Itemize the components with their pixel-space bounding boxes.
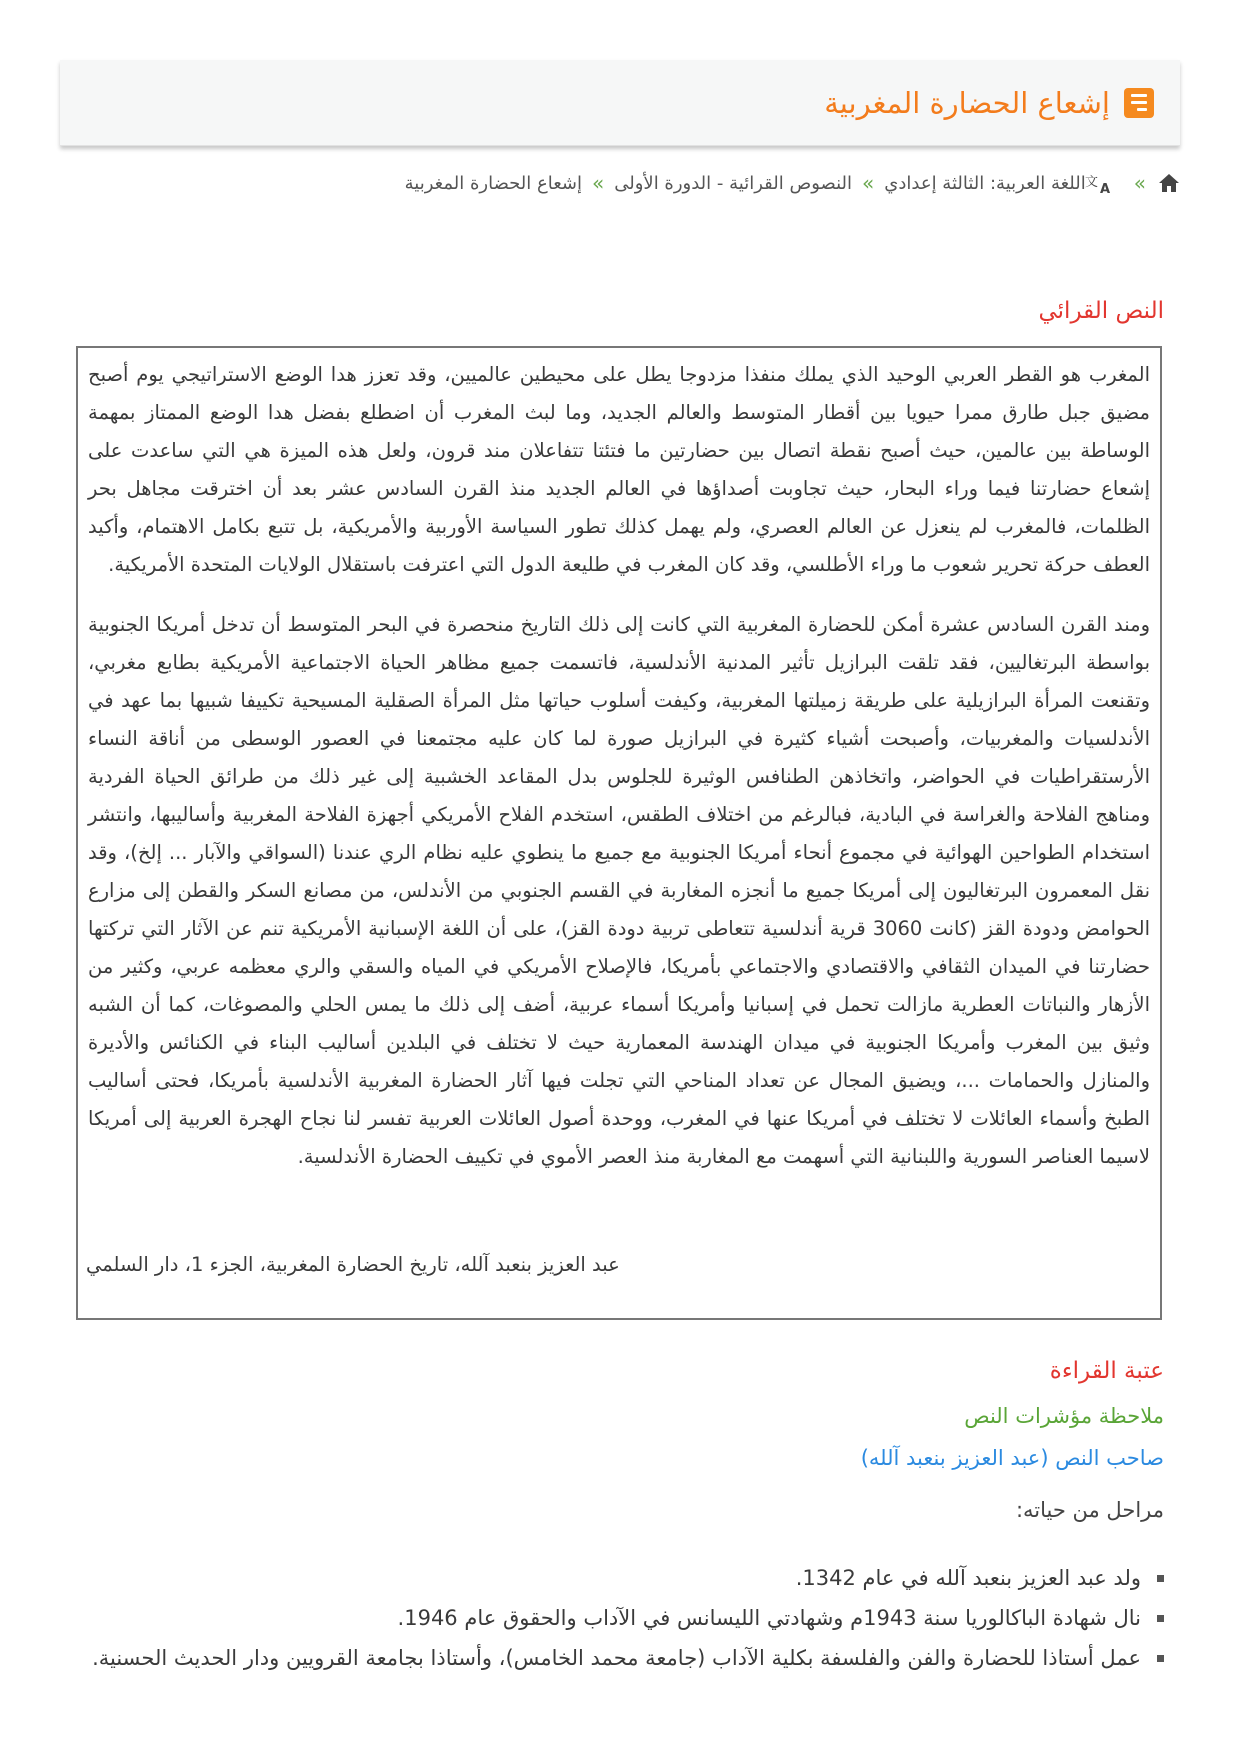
svg-text:A: A [1099,182,1110,197]
bullet-icon [1157,1615,1164,1622]
reading-text-box [76,346,1162,1320]
bullet-icon [1157,1655,1164,1662]
text-paragraph: المغرب هو القطر العربي الوحيد الذي يملك منفذا مزدوجا يطل على محيطين عالميين، وقد تعزز هدا الوضع الاستراتيجي يوم أصبح مضيق جبل طارق ممرا حيويا بين أقطار المتوسط والعالم الجديد، وما لبث المغرب أن اضطلع بفضل هدا الوضع الممتاز بمهمة الوساطة بين عالمين، حيث أصبح نقطة اتصال بين حضارتين ما فتئتا تتفاعلان مند قرون، ولعل هذه الميزة هي التي ساعدت على إشعاع حضارتنا فيما وراء البحار، حيث تجاوبت أصداؤها في العالم الجديد منذ القرن السادس عشر بعد أن اخترقت مجاهل بحر الظلمات، فالمغرب لم ينعزل عن العالم العصري، ولم يهمل كذلك تطور السياسة الأوربية والأمريكية، بل تتبع بكامل الاهتمام، وأكيد العطف حركة تحرير شعوب ما وراء الأطلسي، وقد كان المغرب في طليعة الدول التي اعترفت باستقلال الولايات المتحدة الأمريكية. [88,363,1150,576]
author-link[interactable]: صاحب النص (عبد العزيز بنعبد آلله) [860,1446,1164,1470]
observe-indicators-heading: ملاحظة مؤشرات النص [964,1404,1164,1428]
breadcrumb-section[interactable]: النصوص القرائية - الدورة الأولى [614,172,853,194]
list-item-text: ولد عبد العزيز بنعبد آلله في عام 1342. [795,1566,1141,1590]
reading-text-heading: النص القرائي [1038,298,1164,324]
breadcrumb-separator: » [592,171,605,195]
svg-text:文: 文 [1084,175,1098,190]
page-header [60,60,1180,146]
bullet-icon [1157,1575,1164,1582]
list-item [84,1638,1164,1678]
list-item-text: نال شهادة الباكالوريا سنة 1943م وشهادتي الليسانس في الآداب والحقوق عام 1946. [397,1606,1141,1630]
breadcrumb [405,168,1182,198]
life-stages-label: مراحل من حياته: [1015,1498,1164,1522]
list-item [84,1558,1164,1598]
breadcrumb-current: إشعاع الحضارة المغربية [404,172,582,194]
home-icon[interactable] [1156,172,1182,194]
document-list-icon [1124,88,1154,118]
translate-icon [1084,171,1124,197]
text-source: عبد العزيز بنعبد آلله، تاريخ الحضارة المغربية، الجزء 1، دار السلمي [86,1253,620,1276]
list-item-text: عمل أستاذا للحضارة والفن والفلسفة بكلية الآداب (جامعة محمد الخامس)، وأستاذا بجامعة القرويين ودار الحديث الحسنية. [92,1646,1141,1670]
reading-threshold-heading: عتبة القراءة [1049,1358,1164,1384]
breadcrumb-separator: » [1133,171,1146,195]
breadcrumb-separator: » [862,171,875,195]
list-item [84,1598,1164,1638]
page-title: إشعاع الحضارة المغربية [824,85,1110,120]
life-list [84,1558,1164,1678]
text-paragraph: ومند القرن السادس عشرة أمكن للحضارة المغربية التي كانت إلى ذلك التاريخ منحصرة في البحر المتوسط أن تدخل أمريكا الجنوبية بواسطة البرتغاليين، فقد تلقت البرازيل تأثير المدنية الأندلسية، فاتسمت جميع مظاهر الحياة الاجتماعية الأمريكية بطابع مغربي، وتقنعت المرأة البرازيلية على طريقة زميلتها المغربية، وكيفت أسلوب حياتها مثل المرأة الصقلية المسيحية تكييفا شبيها بما عهد في الأندلسيات والمغربيات، وأصبحت أشياء كثيرة في البرازيل صورة لما كان عليه مجتمعنا في العصور الوسطى من أناقة النساء الأرستقراطيات في الحواضر، واتخاذهن الطنافس الوثيرة للجلوس بدل المقاعد الخشبية إلى غير ذلك من طرائق الحياة الفردية ومناهج الفلاحة والغراسة في البادية، فبالرغم من اختلاف الطقس، استخدم الفلاح الأمريكي أجهزة الفلاحة المغربية وأساليبها، وانتشر استخدام الطواحين الهوائية في مجموع أنحاء أمريكا الجنوبية مع جميع ما ينطوي عليه نظام الري عندنا (السواقي والآبار ... إلخ)، وقد نقل المعمرون البرتغاليون إلى أمريكا جميع ما أنجزه المغاربة في القسم الجنوبي من الأندلس، من مصانع السكر والقطن إلى مزارع الحوامض ودودة القز (كانت 3060 قرية أندلسية تتعاطى تربية دودة القز)، على أن اللغة الإسبانية الأمريكية تنم عن الآثار التي تركتها حضارتنا في الميدان الثقافي والاقتصادي والاجتماعي بأمريكا، فالإصلاح الأمريكي في المياه والسقي والري معظمه عربي، وكثير من الأزهار والنباتات العطرية مازالت تحمل في إسبانيا وأمريكا أسماء عربية، أضف إلى ذلك ما يمس الحلي والمصوغات، كما أن الشبه وثيق بين المغرب وأمريكا الجنوبية في ميدان الهندسة المعمارية حيث لا تختلف في البلدين أساليب البناء في الكنائس والأديرة والمنازل والحمامات ...، ويضيق المجال عن تعداد المناحي التي تجلت فيها آثار الحضارة المغربية الأندلسية بأمريكا، فحتى أساليب الطبخ وأسماء العائلات لا تختلف في أمريكا عنها في المغرب، ووحدة أصول العائلات العربية تفسر لنا نجاح الهجرة العربية إلى أمريكا لاسيما العناصر السورية واللبنانية التي أسهمت مع المغاربة منذ العصر الأموي في تكييف الحضارة الأندلسية. [88,613,1151,1168]
breadcrumb-subject[interactable]: اللغة العربية: الثالثة إعدادي [884,172,1086,194]
